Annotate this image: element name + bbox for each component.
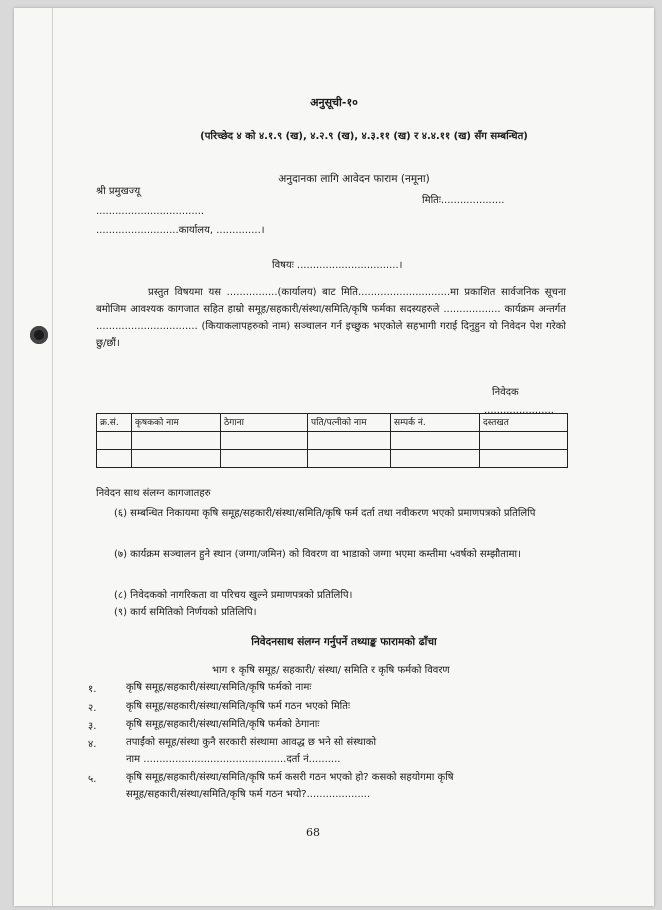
detail-item: कृषि समूह/सहकारी/संस्था/समिति/कृषि फर्मको नामः xyxy=(126,682,312,693)
table-row xyxy=(97,450,568,468)
table-cell xyxy=(308,432,391,450)
table-cell xyxy=(97,450,132,468)
body-paragraph: प्रस्तुत विषयमा यस ................(कार्यालय) बाट मिति.............................मा प्रकाशित सार्वजनिक सूचना बमोजिम आवश्यक कागजात सहित हाम्रो समूह/सहकारी/संस्था/समिति/कृषि फर्मका सदस्यहरुले .................. कार्यक्रम अन्तर्गत ................................ (कियाकलापहरुको नाम) सञ्चालन गर्न इच्छुक भएकोले सहभागी गराई दिनुहुन यो निवेदन पेश गरेको छु/छौं। xyxy=(96,287,566,349)
attachment-item: (९) कार्य समितिको निर्णयको प्रतिलिपि। xyxy=(114,607,257,618)
addressee-line-2: .................................. xyxy=(96,206,205,217)
schedule-title: अनुसूची-१० xyxy=(310,96,358,109)
table-cell xyxy=(391,450,480,468)
attachment-item: (८) निवेदकको नागरिकता वा परिचय खुल्ने प्रमाणपत्रको प्रतिलिपि। xyxy=(114,590,353,601)
subject-line: विषयः ................................। xyxy=(272,260,403,271)
schedule-reference: (परिच्छेद ४ को ४.१.९ (ख), ४.२.९ (ख), ४.३.११ (ख) र ४.४.११ (ख) सँग सम्बन्धित) xyxy=(200,131,528,142)
document-page xyxy=(14,8,654,906)
details-heading: निवेदनसाथ संलग्न गर्नुपर्ने तथ्याङ्क फारामको ढाँचा xyxy=(251,636,437,648)
col-address-header: ठेगाना xyxy=(221,414,308,432)
attachment-item: (६) सम्बन्धित निकायमा कृषि समूह/सहकारी/संस्था/समिति/कृषि फर्म दर्ता तथा नवीकरण भएको प्रमाणपत्रको प्रतिलिपि xyxy=(114,508,536,519)
page-number: 68 xyxy=(306,826,320,839)
table-cell xyxy=(391,432,480,450)
table-row xyxy=(97,432,568,450)
col-signature-header: दस्तखत xyxy=(480,414,568,432)
table-cell xyxy=(308,450,391,468)
item-number: ३. xyxy=(88,721,97,732)
item-number: ५. xyxy=(88,774,97,785)
detail-item-continued: समूह/सहकारी/संस्था/समिति/कृषि फर्म गठन भयो?.................... xyxy=(126,789,371,800)
table-cell xyxy=(480,450,568,468)
attachment-item: (७) कार्यक्रम सञ्चालन हुने स्थान (जग्गा/जमिन) को विवरण वा भाडाको जग्गा भएमा कम्तीमा ५वर्षको सम्झौतामा। xyxy=(114,549,521,560)
detail-item: कृषि समूह/सहकारी/संस्था/समिति/कृषि फर्म गठन भएको मितिः xyxy=(126,701,350,712)
detail-item: तपाईंको समूह/संस्था कुनै सरकारी संस्थामा आवद्ध छ भने सो संस्थाको xyxy=(126,737,377,748)
detail-item-continued: नाम .............................................दर्ता नं.......... xyxy=(126,754,341,765)
signature-label: निवेदक xyxy=(492,387,519,398)
item-number: २. xyxy=(88,703,97,714)
signature-line: ...................... xyxy=(484,405,554,416)
table-cell xyxy=(132,450,221,468)
table-cell xyxy=(480,432,568,450)
table-cell xyxy=(97,432,132,450)
table-header-row xyxy=(97,414,568,432)
addressee-line-3: ..........................कार्यालय, ..............। xyxy=(96,225,265,236)
detail-item: कृषि समूह/सहकारी/संस्था/समिति/कृषि फर्म कसरी गठन भएको हो? कसको सहयोगमा कृषि xyxy=(126,772,454,783)
detail-item: कृषि समूह/सहकारी/संस्था/समिति/कृषि फर्मको ठेगानाः xyxy=(126,719,320,730)
table-cell xyxy=(221,432,308,450)
form-title: अनुदानका लागि आवेदन फाराम (नमूना) xyxy=(278,173,430,185)
page-margin-line xyxy=(52,8,53,906)
applicant-table xyxy=(96,413,568,468)
table-cell xyxy=(221,450,308,468)
punch-hole xyxy=(30,326,48,344)
table-cell xyxy=(132,432,221,450)
col-farmer-name-header: कृषकको नाम xyxy=(132,414,221,432)
col-sn-header: क्र.सं. xyxy=(97,414,132,432)
item-number: १. xyxy=(88,684,97,695)
date-field: मितिः.................... xyxy=(422,195,505,206)
col-spouse-name-header: पति/पत्नीको नाम xyxy=(308,414,391,432)
part-title: भाग १ कृषि समूह/ सहकारी/ संस्था/ समिति र कृषि फर्मको विवरण xyxy=(212,665,450,676)
addressee-line-1: श्री प्रमुखज्यू xyxy=(96,186,141,197)
item-number: ४. xyxy=(88,739,97,750)
col-contact-header: सम्पर्क नं. xyxy=(391,414,480,432)
attachments-heading: निवेदन साथ संलग्न कागजातहरु xyxy=(96,488,211,499)
